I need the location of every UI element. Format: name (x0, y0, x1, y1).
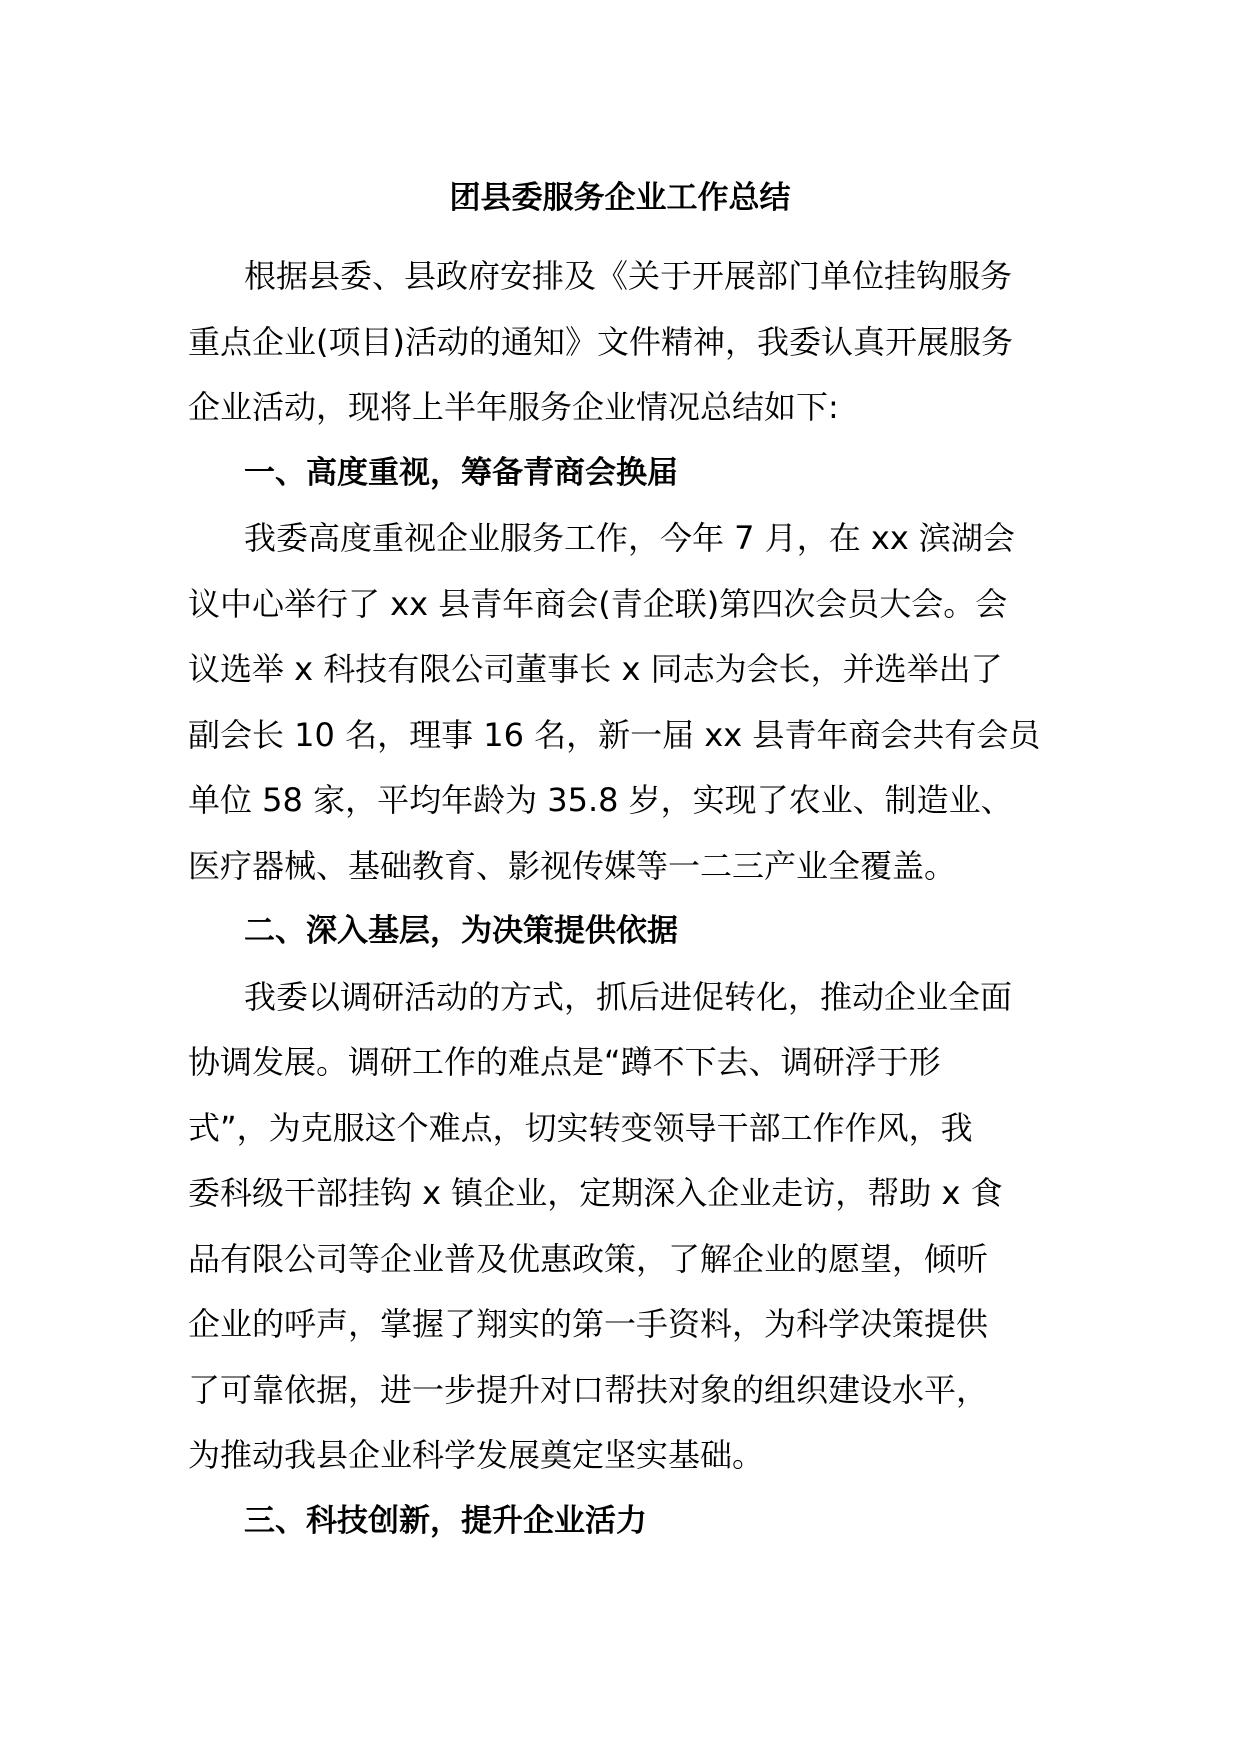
paragraph-line: 式”，为克服这个难点，切实转变领导干部工作作风，我 (188, 1108, 973, 1147)
section-heading-2 (188, 899, 1068, 965)
heading-text: 三、科技创新，提升企业活力 (244, 1502, 647, 1539)
paragraph-line: 协调发展。调研工作的难点是“蹲不下去、调研浮于形 (188, 1043, 941, 1081)
paragraph-line: 我委高度重视企业服务工作，今年 7 月，在 xx 滨湖会 (244, 519, 1015, 557)
paragraph-line: 根据县委、县政府安排及《关于开展部门单位挂钩服务 (244, 257, 1013, 295)
paragraph-section-2 (188, 965, 1068, 1489)
heading-text: 一、高度重视，筹备青商会换届 (244, 454, 678, 491)
paragraph-line: 了可靠依据，进一步提升对口帮扶对象的组织建设水平， (188, 1370, 989, 1409)
paragraph-intro (188, 244, 1068, 441)
heading-text: 二、深入基层，为决策提供依据 (244, 913, 678, 949)
paragraph-line: 单位 58 家，平均年龄为 35.8 岁，实现了农业、制造业、 (188, 781, 1013, 819)
document-title: 团县委服务企业工作总结 (449, 180, 791, 216)
paragraph-line: 重点企业(项目)活动的通知》文件精神，我委认真开展服务 (188, 322, 1013, 361)
paragraph-line: 议中心举行了 xx 县青年商会(青企联)第四次会员大会。会 (188, 584, 1008, 623)
paragraph-line: 议选举 x 科技有限公司董事长 x 同志为会长，并选举出了 (188, 650, 1003, 688)
paragraph-line: 医疗器械、基础教育、影视传媒等一二三产业全覆盖。 (188, 846, 957, 885)
paragraph-line: 我委以调研活动的方式，抓后进促转化，推动企业全面 (244, 977, 1013, 1016)
document-body (188, 244, 1068, 1554)
paragraph-line: 企业的呼声，掌握了翔实的第一手资料，为科学决策提供 (188, 1305, 989, 1343)
paragraph-line: 企业活动，现将上半年服务企业情况总结如下: (188, 388, 839, 426)
paragraph-line: 为推动我县企业科学发展奠定坚实基础。 (188, 1436, 765, 1474)
paragraph-line: 品有限公司等企业普及优惠政策，了解企业的愿望，倾听 (188, 1239, 989, 1278)
paragraph-section-1 (188, 506, 1068, 899)
paragraph-line: 副会长 10 名，理事 16 名，新一届 xx 县青年商会共有会员 (188, 715, 1041, 754)
paragraph-line: 委科级干部挂钩 x 镇企业，定期深入企业走访，帮助 x 食 (188, 1174, 1003, 1212)
section-heading-3 (188, 1489, 1068, 1555)
section-heading-1 (188, 441, 1068, 507)
